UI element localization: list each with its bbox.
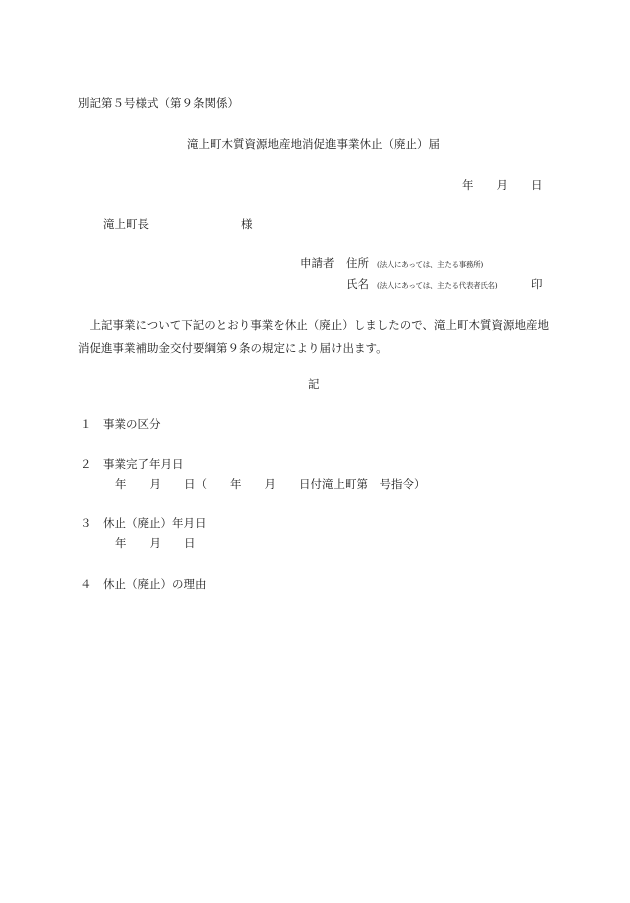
- addressee-name: 滝上町長: [103, 217, 149, 231]
- item-1-label: 事業の区分: [103, 417, 161, 431]
- name-label: 氏名: [346, 277, 369, 291]
- name-note: (法人にあっては、主たる代表者氏名): [377, 281, 498, 290]
- item-4-label: 休止（廃止）の理由: [103, 577, 207, 591]
- item-1-number: １: [80, 417, 92, 431]
- body-paragraph: 上記事業について下記のとおり事業を休止（廃止）しましたので、滝上町木質資源地産地消促進事業補助金交付要綱第９条の規定により届け出ます。: [78, 318, 550, 355]
- date-line: 年 月 日: [462, 178, 543, 192]
- seal-mark: 印: [531, 277, 543, 291]
- form-number: 別記第５号様式（第９条関係）: [78, 96, 239, 110]
- document-title: 滝上町木質資源地産地消促進事業休止（廃止）届: [187, 137, 440, 151]
- addressee-honorific: 様: [241, 217, 253, 231]
- applicant-label: 申請者: [300, 256, 335, 270]
- address-label: 住所: [346, 256, 369, 270]
- ki-heading: 記: [308, 377, 320, 391]
- item-4-number: ４: [80, 577, 92, 591]
- item-3-number: ３: [80, 516, 92, 530]
- item-2-number: ２: [80, 457, 92, 471]
- item-3-sub: 年 月 日: [115, 536, 196, 550]
- address-note: (法人にあっては、主たる事務所): [377, 260, 483, 269]
- item-2-sub: 年 月 日（ 年 月 日付滝上町第 号指令）: [115, 477, 426, 491]
- item-2-label: 事業完了年月日: [103, 457, 184, 471]
- item-3-label: 休止（廃止）年月日: [103, 516, 207, 530]
